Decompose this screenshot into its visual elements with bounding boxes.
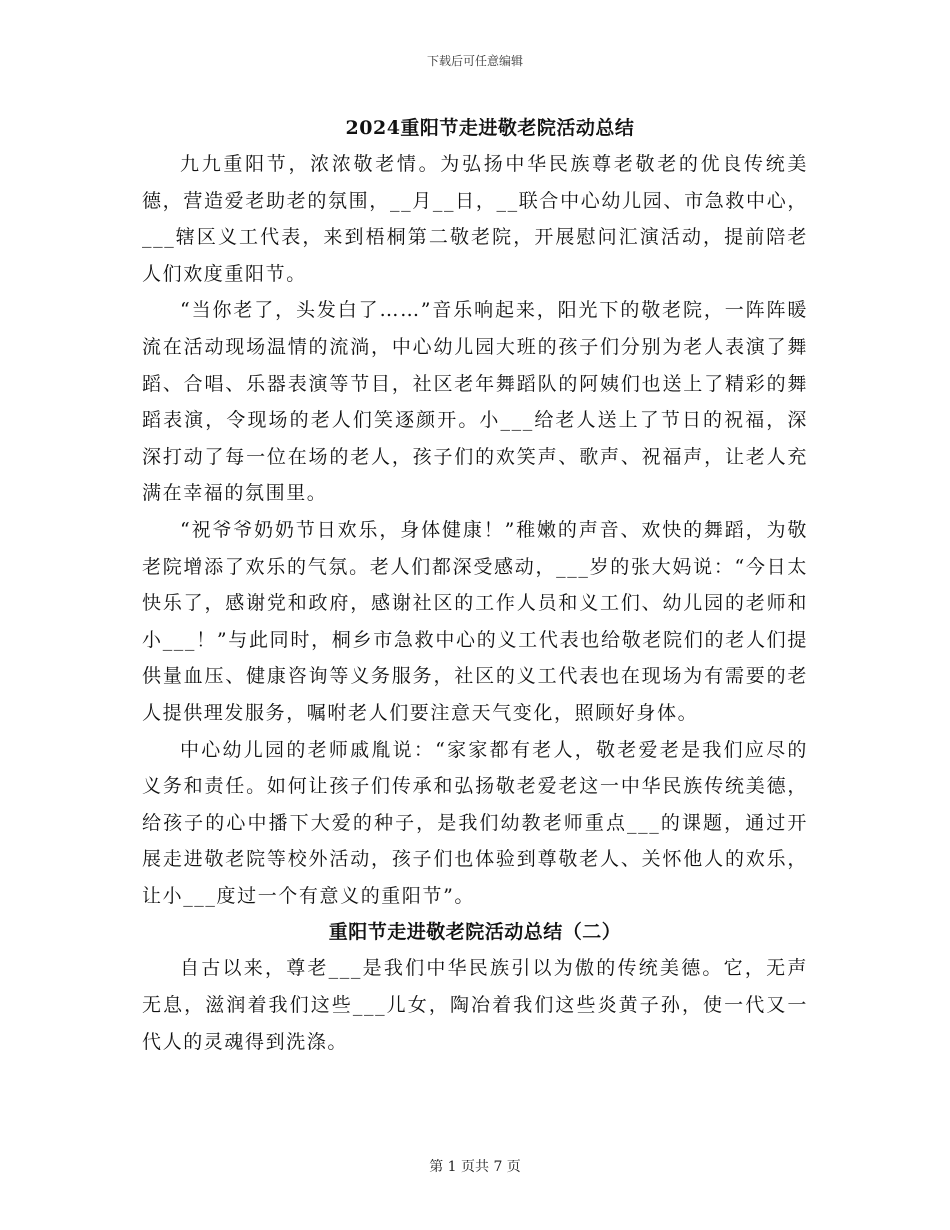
paragraph-2: “当你老了，头发白了……”音乐响起来，阳光下的敬老院，一阵阵暖流在活动现场温情的流淌，中心幼儿园大班的孩子们分别为老人表演了舞蹈、合唱、乐器表演等节目，社区老年舞蹈队的阿姨们也送上了精彩的舞蹈表演，令现场的老人们笑逐颜开。小___给老人送上了节日的祝福，深深打动了每一位在场的老人，孩子们的欢笑声、歌声、祝福声，让老人充满在幸福的氛围里。 xyxy=(142,299,808,505)
paragraph-3: “祝爷爷奶奶节日欢乐，身体健康！”稚嫩的声音、欢快的舞蹈，为敬老院增添了欢乐的气氛。老人们都深受感动，___岁的张大妈说：“今日太快乐了，感谢党和政府，感谢社区的工作人员和义工们、幼儿园的老师和小___！”与此同时，桐乡市急救中心的义工代表也给敬老院们的老人们提供量血压、健康咨询等义务服务，社区的义工代表也在现场为有需要的老人提供理发服务，嘱咐老人们要注意天气变化，照顾好身体。 xyxy=(142,518,808,724)
paragraph-1: 九九重阳节，浓浓敬老情。为弘扬中华民族尊老敬老的优良传统美德，营造爱老助老的氛围，__月__日，__联合中心幼儿园、市急救中心，___辖区义工代表，来到梧桐第二敬老院，开展慰问汇演活动，提前陪老人们欢度重阳节。 xyxy=(142,153,808,285)
section-2-paragraph-1: 自古以来，尊老___是我们中华民族引以为傲的传统美德。它，无声无息，滋润着我们这些___儿女，陶冶着我们这些炎黄子孙，使一代又一代人的灵魂得到洗涤。 xyxy=(142,957,808,1053)
document-body xyxy=(142,110,808,1060)
paragraph-4: 中心幼儿园的老师戚胤说：“家家都有老人，敬老爱老是我们应尽的义务和责任。如何让孩子们传承和弘扬敬老爱老这一中华民族传统美德，给孩子的心中播下大爱的种子，是我们幼教老师重点___的课题，通过开展走进敬老院等校外活动，孩子们也体验到尊敬老人、关怀他人的欢乐，让小___度过一个有意义的重阳节”。 xyxy=(142,738,808,907)
page-number: 第 1 页共 7 页 xyxy=(429,1159,521,1175)
section-2-title: 重阳节走进敬老院活动总结（二） xyxy=(328,921,622,944)
page-header-note: 下载后可任意编辑 xyxy=(426,54,523,68)
document-title: 2024重阳节走进敬老院活动总结 xyxy=(345,117,635,139)
